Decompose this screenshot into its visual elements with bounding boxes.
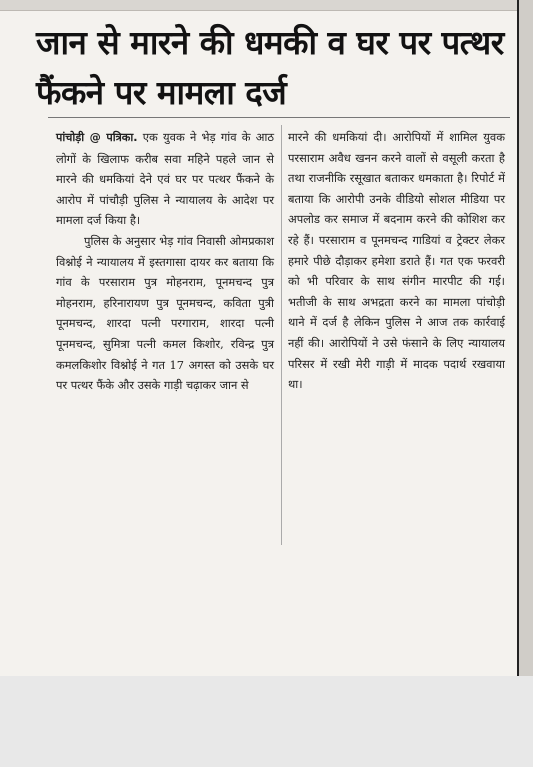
headline: जान से मारने की धमकी व घर पर पत्थर फैंकने पर मामला दर्ज (36, 23, 504, 112)
previous-article-edge (0, 0, 533, 11)
column-divider (281, 125, 282, 545)
paragraph-intro (56, 127, 274, 231)
paragraph-continuation: मारने की धमकियां दी। आरोपियों में शामिल युवक परसाराम अवैध खनन करने वालों से वसूली करता है तथा राजनीकि रसूखात बताकर धमकाता है। रिपोर्ट में बताया कि आरोपी उनके वीडियो सोशल मीडिया पर अपलोड कर समाज में बदनाम करने की कोशिश कर रहे हैं। परसाराम व पूनमचन्द गाडियां व ट्रेक्टर लेकर हमारे पीछे दौड़ाकर हमेशा डराते हैं। गत एक फरवरी को भी परिवार के साथ संगीन मारपीट की गई। भतीजी के साथ अभद्रता करने का मामला पांचोड़ी थाने में दर्ज है लेकिन पुलिस ने आज तक कार्रवाई नहीं की। आरोपियों ने उसे फंसाने के लिए न्यायालय परिसर में रखी मेरी गाड़ी में मादक पदार्थ रखवाया था। (288, 130, 505, 392)
screen-background (0, 676, 533, 767)
adjacent-page-edge (517, 0, 533, 676)
headline-rule (48, 117, 510, 118)
dateline: पांचोड़ी @ पत्रिका. (56, 131, 138, 144)
paragraph-police-account: पुलिस के अनुसार भेड़ गांव निवासी ओमप्रकाश विश्नोई ने न्यायालय में इस्तगासा दायर कर बताया कि गांव के परसाराम पुत्र मोहनराम, पूनमचन्द पुत्र मोहनराम, हरिनारायण पुत्र पूनमचन्द, कविता पुत्री पूनमचन्द, शारदा पत्नी परगाराम, शारदा पत्नी पूनमचन्द, सुमित्रा पत्नी कमल किशोर, रविन्द्र पुत्र कमलकिशोर विश्नोई ने गत 17 अगस्त को उसके घर पर पत्थर फैंके और उसके गाड़ी चढ़ाकर जान से (56, 233, 274, 393)
column-left (56, 127, 274, 396)
intro-text: एक युवक ने भेड़ गांव के आठ लोगों के खिलाफ करीब सवा महिने पहले जान से मारने की धमकियां देने एवं घर पर पत्थर फैंकने के आरोप में पांचौड़ी पुलिस ने न्यायालय के आदेश पर मामला दर्ज किया है। (56, 130, 275, 228)
column-right (288, 127, 505, 395)
